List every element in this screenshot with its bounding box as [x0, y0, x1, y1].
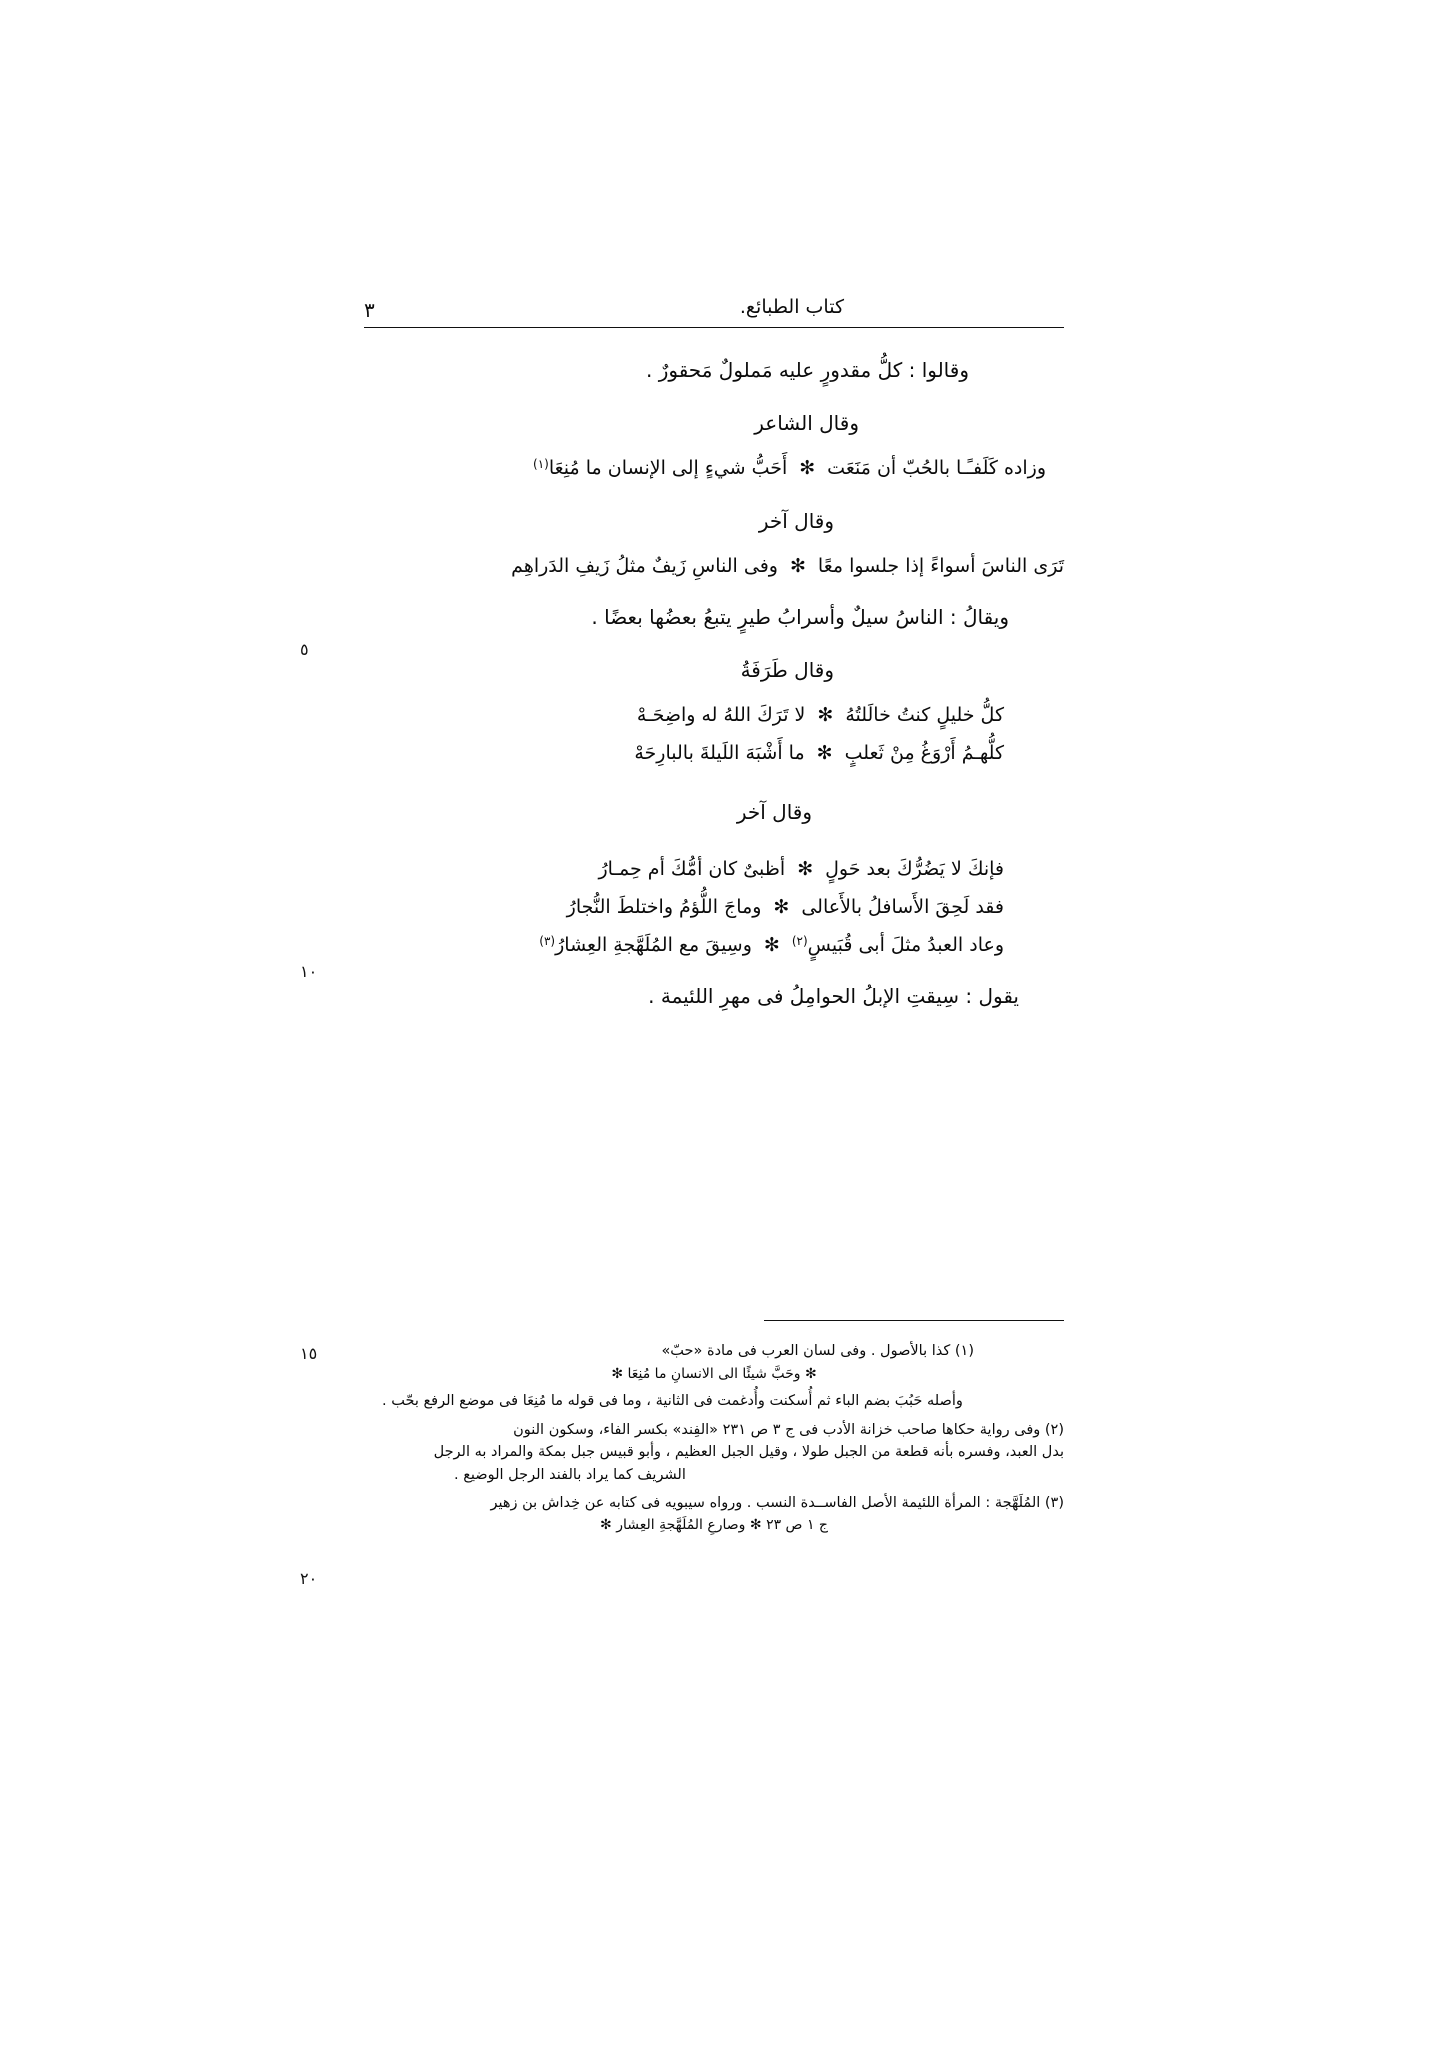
hemistich-b: ما أَشْبَهَ اللَيلةَ بالبارِحَهْ	[634, 742, 805, 764]
hemistich-b: أَحَبُّ شيءٍ إلى الإنسان ما مُنِعَا	[548, 457, 788, 479]
footnote-marker: (٢)	[791, 934, 808, 948]
book-title: كتاب الطبائع.	[739, 296, 844, 318]
attribution-line: وقال آخر	[736, 800, 812, 824]
line-number-15: ١٥	[300, 1344, 318, 1363]
hemistich-b: وسِيقَ مع المُلَهَّجةِ العِشارُ	[555, 934, 752, 956]
footnote-marker: (٣)	[539, 934, 556, 948]
footnote-text: ج ١ ص ٢٣ ✻ وصارعِ المُلَهَّجةِ العِشار ✻	[600, 1516, 828, 1533]
line-number-20: ٢٠	[300, 1569, 318, 1588]
body-paragraph: ويقالُ : الناسُ سيلٌ وأسرابُ طيرٍ يتبعُ بعضُها بعضًا .	[591, 605, 1009, 629]
hemistich-a: كلُّ خليلٍ كنتُ خالَلتُهُ	[845, 704, 1004, 726]
footnote-text: ✻ وحَبَّ شيئًا الى الانسانِ ما مُنِعَا ✻	[611, 1366, 817, 1383]
footnote-text: بدل العبد، وفسره بأنه قطعة من الجبل طولا ، وقيل الجبل العظيم ، وأبو قبيس جبل بمكة والمراد به الرجل	[433, 1444, 1064, 1461]
verse-line	[364, 742, 1064, 764]
hemistich-b: وفى الناسِ زَيفٌ مثلُ زَيفِ الدَراهِم	[511, 555, 778, 577]
line-number-5: ٥	[300, 640, 309, 659]
verse-separator-icon: ✻	[763, 934, 780, 956]
footnote-text: وأصله حَبُبَ بضم الباء ثم أُسكنت وأُدغمت فى الثانية ، وما فى قوله ما مُنِعَا فى موضع الرفع بحّب .	[382, 1393, 963, 1410]
footnote-text: (١) كذا بالأصول . وفى لسان العرب فى مادة «حبّ»	[661, 1343, 974, 1359]
header-rule	[364, 327, 1064, 328]
verse-line	[364, 934, 1064, 956]
body-paragraph: يقول : سِيقتِ الإبلُ الحوامِلُ فى مهرِ اللئيمة .	[648, 984, 1019, 1008]
page-body	[364, 360, 1064, 1007]
hemistich-a: فإنكَ لا يَضُرُّكَ بعد حَولٍ	[825, 858, 1004, 880]
verse-separator-icon: ✻	[773, 896, 790, 918]
hemistich-a: كلُّهـمُ أَرْوَغُ مِنْ ثَعلبٍ	[844, 742, 1004, 764]
hemistich-b: أظبىٌ كان أمُّكَ أم حِمـارُ	[598, 858, 786, 880]
footnotes-block	[364, 1340, 1064, 1542]
footnote-rule	[764, 1320, 1064, 1321]
verse-separator-icon: ✻	[789, 555, 806, 577]
verse-separator-icon: ✻	[799, 457, 816, 479]
footnote-text: (٣) المُلَهَّجة : المرأة اللئيمة الأصل الفاســدة النسب . ورواه سيبويه فى كتابه عن خِداش بن زهير	[490, 1495, 1064, 1512]
hemistich-b: وماجَ اللُّؤمُ واختلطَ النُّجارُ	[566, 896, 762, 918]
line-number-10: ١٠	[300, 962, 318, 981]
verse-line	[364, 555, 1064, 577]
footnote-item	[364, 1492, 1064, 1536]
attribution-line: وقال آخر	[758, 509, 834, 533]
hemistich-a: تَرَى الناسَ أسواءً إذا جلسوا معًا	[817, 555, 1064, 577]
footnote-text: الشريف كما يراد بالفند الرجل الوضيع .	[454, 1466, 686, 1483]
verse-line	[364, 704, 1064, 726]
verse-separator-icon: ✻	[797, 858, 814, 880]
verse-separator-icon: ✻	[817, 704, 834, 726]
footnote-marker: (١)	[533, 457, 549, 471]
footnote-item	[364, 1340, 1064, 1413]
hemistich-b: لا تَرَكَ اللهُ له واضِحَـهْ	[636, 704, 806, 726]
attribution-line: وقال الشاعر	[754, 411, 859, 435]
attribution-line: وقال طَرَفَةُ	[740, 658, 834, 682]
verse-line	[364, 858, 1064, 880]
page-number: ٣	[364, 298, 375, 322]
verse-line	[364, 457, 1064, 479]
hemistich-a: وعاد العبدُ مثلَ أبى قُبَيسٍ	[807, 934, 1004, 956]
hemistich-a: فقد لَحِقَ الأَسافلُ بالأَعالى	[801, 896, 1004, 918]
verse-separator-icon: ✻	[816, 742, 833, 764]
hemistich-a: وزاده كَلَفـًـا بالحُبّ أن مَنَعَت	[827, 457, 1046, 479]
footnote-item	[364, 1419, 1064, 1486]
page-header	[364, 296, 1064, 322]
footnote-text: (٢) وفى رواية حكاها صاحب خزانة الأدب فى ج ٣ ص ٢٣١ «الفِند» بكسر الفاء، وسكون النون	[513, 1421, 1064, 1438]
body-paragraph: وقالوا : كلُّ مقدورٍ عليه مَملولٌ مَحقورٌ .	[645, 358, 969, 382]
verse-line	[364, 896, 1064, 918]
